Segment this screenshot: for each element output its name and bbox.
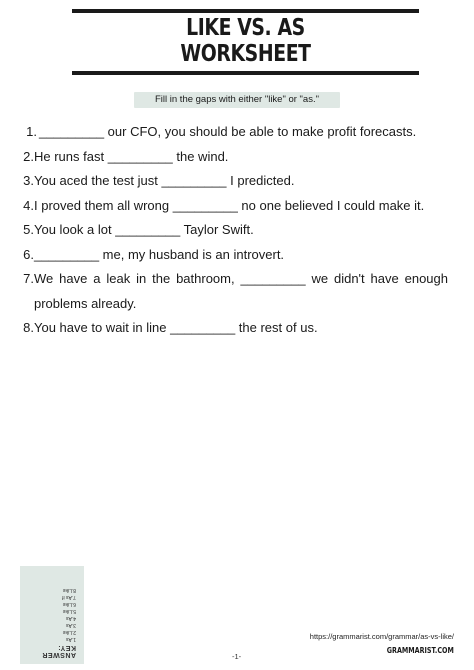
question-item (20, 120, 448, 145)
question-list (20, 120, 448, 341)
page-title (103, 15, 388, 67)
question-number: 4. (23, 197, 34, 213)
question-number: 6. (23, 246, 34, 262)
brand-logo: GRAMMARIST.COM (386, 646, 454, 655)
question-item (20, 169, 448, 194)
question-text: You have to wait in line _________ the rest of us. (34, 320, 318, 335)
answer-key-title: ANSWER KEY: (41, 644, 76, 658)
question-text: You aced the test just _________ I predicted. (34, 173, 295, 188)
question-item (20, 267, 448, 316)
question-item (20, 145, 448, 170)
question-text: I proved them all wrong _________ no one believed I could make it. (34, 197, 425, 213)
question-item (20, 316, 448, 341)
answer-key-item: 7.As if (62, 594, 76, 600)
title-line-2: WORKSHEET (180, 41, 311, 67)
question-number: 2. (23, 148, 34, 164)
answer-key-item: 3.As (65, 622, 76, 628)
question-item (20, 194, 448, 219)
question-number: 8. (23, 320, 34, 335)
question-text: We have a leak in the bathroom, _________ we didn't have enough problems already. (34, 271, 448, 311)
question-text: He runs fast _________ the wind. (34, 148, 229, 164)
question-number: 1. (26, 124, 37, 139)
question-text: _________ our CFO, you should be able to make profit forecasts. (39, 124, 417, 139)
question-item (20, 243, 448, 268)
source-link[interactable]: https://grammarist.com/grammar/as-vs-like/ (309, 632, 454, 641)
title-bottom-rule (72, 71, 419, 75)
instruction-banner: Fill in the gaps with either "like" or "as." (134, 92, 340, 108)
page-number: -1- (232, 652, 242, 661)
answer-key-item: 1.As (65, 636, 76, 642)
title-line-1: LIKE VS. AS (186, 15, 305, 41)
answer-key-item: 6.Like (62, 601, 76, 607)
question-number: 5. (23, 222, 34, 237)
question-number: 3. (23, 173, 34, 188)
question-text: _________ me, my husband is an introvert. (34, 246, 285, 262)
answer-key-card (20, 566, 84, 664)
question-number: 7. (23, 271, 34, 286)
answer-key-item: 4.As (65, 615, 76, 621)
title-top-rule (72, 9, 419, 13)
question-text: You look a lot _________ Taylor Swift. (34, 222, 254, 237)
answer-key-upside-down (20, 566, 84, 664)
answer-key-item: 5.Like (62, 608, 76, 614)
question-item (20, 218, 448, 243)
answer-key-item: 2.Like (62, 629, 76, 635)
answer-key-item: 8.Like (62, 587, 76, 593)
